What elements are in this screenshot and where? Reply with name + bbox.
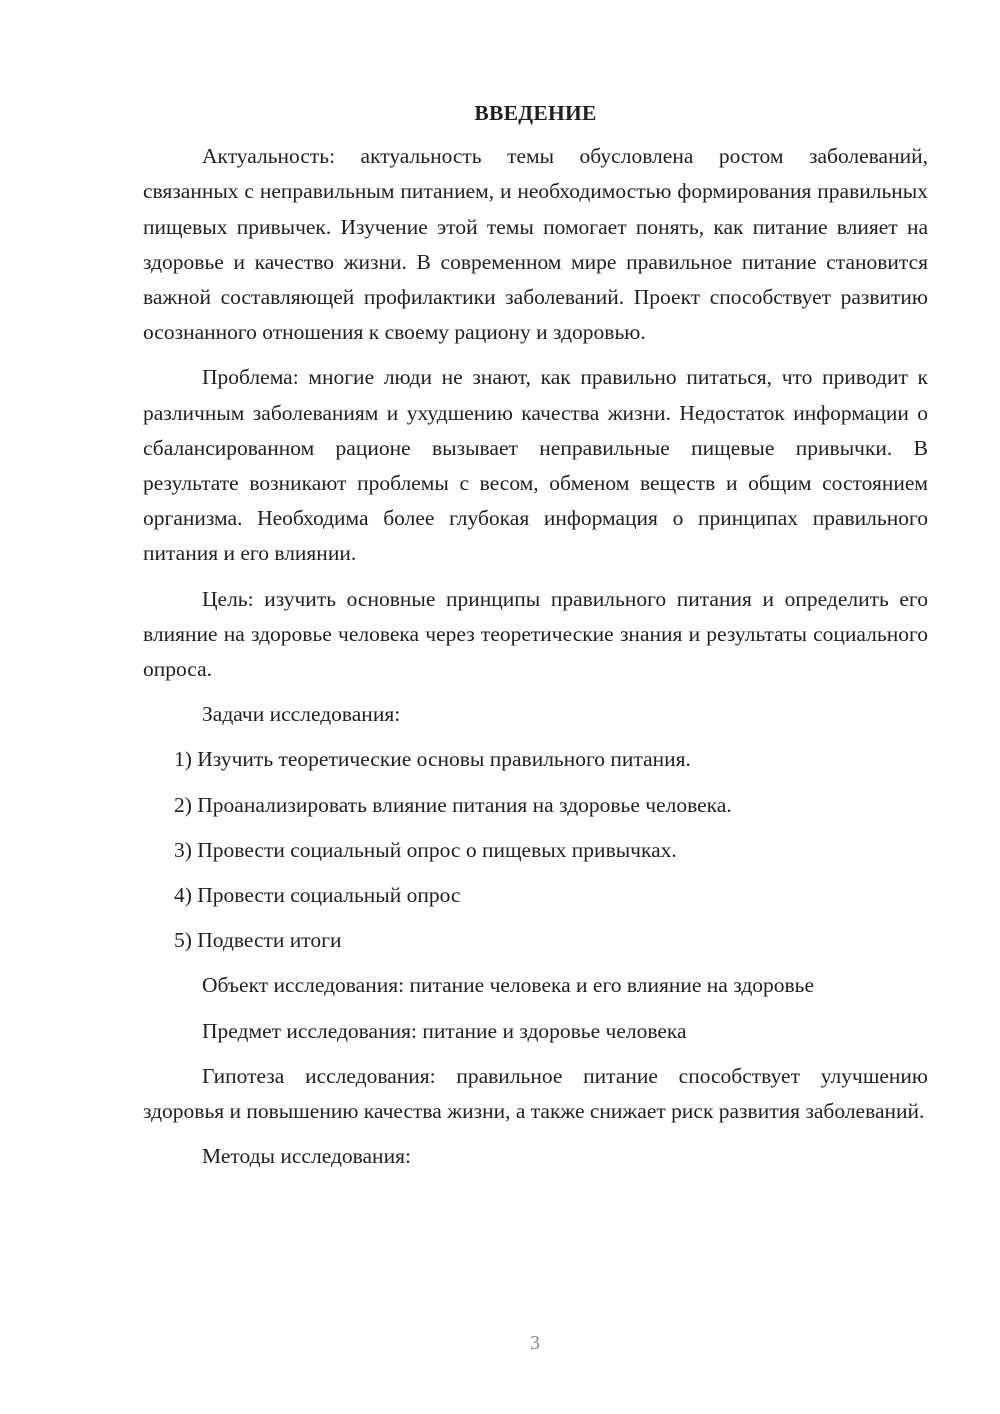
paragraph-goal: Цель: изучить основные принципы правильного питания и определить его влияние на здоровье человека через теоретические знания и результаты социального опроса. [143,586,928,682]
tasks-heading: Задачи исследования: [202,702,401,727]
research-subject: Предмет исследования: питание и здоровье человека [202,1018,687,1043]
page-content [143,96,928,1184]
list-item: 2) Проанализировать влияние питания на здоровье человека. [174,792,732,817]
page-number: 3 [530,1332,540,1354]
research-hypothesis: Гипотеза исследования: правильное питание способствует улучшению здоровья и повышению качества жизни, а также снижает риск развития заболеваний. [143,1063,928,1124]
paragraph-problem: Проблема: многие люди не знают, как правильно питаться, что приводит к различным заболеваниям и ухудшению качества жизни. Недостаток информации о сбалансированном рационе вызывает неправильные пищевые привычки. В результате возникают проблемы с весом, обменом веществ и общим состоянием организма. Необходима более глубокая информация о принципах правильного питания и его влиянии. [143,365,928,566]
list-item: 1) Изучить теоретические основы правильного питания. [174,747,691,772]
list-item: 3) Провести социальный опрос о пищевых привычках. [174,837,677,862]
research-object: Объект исследования: питание человека и его влияние на здоровье [202,973,815,998]
methods-heading: Методы исследования: [202,1144,411,1169]
page-title: ВВЕДЕНИЕ [474,101,597,125]
list-item: 4) Провести социальный опрос [174,883,461,908]
paragraph-relevance: Актуальность: актуальность темы обусловлена ростом заболеваний, связанных с неправильным питанием, и необходимостью формирования правильных пищевых привычек. Изучение этой темы помогает понять, как питание влияет на здоровье и качество жизни. В современном мире правильное питание становится важной составляющей профилактики заболеваний. Проект способствует развитию осознанного отношения к своему рациону и здоровью. [143,144,928,345]
list-item: 5) Подвести итоги [174,928,342,953]
